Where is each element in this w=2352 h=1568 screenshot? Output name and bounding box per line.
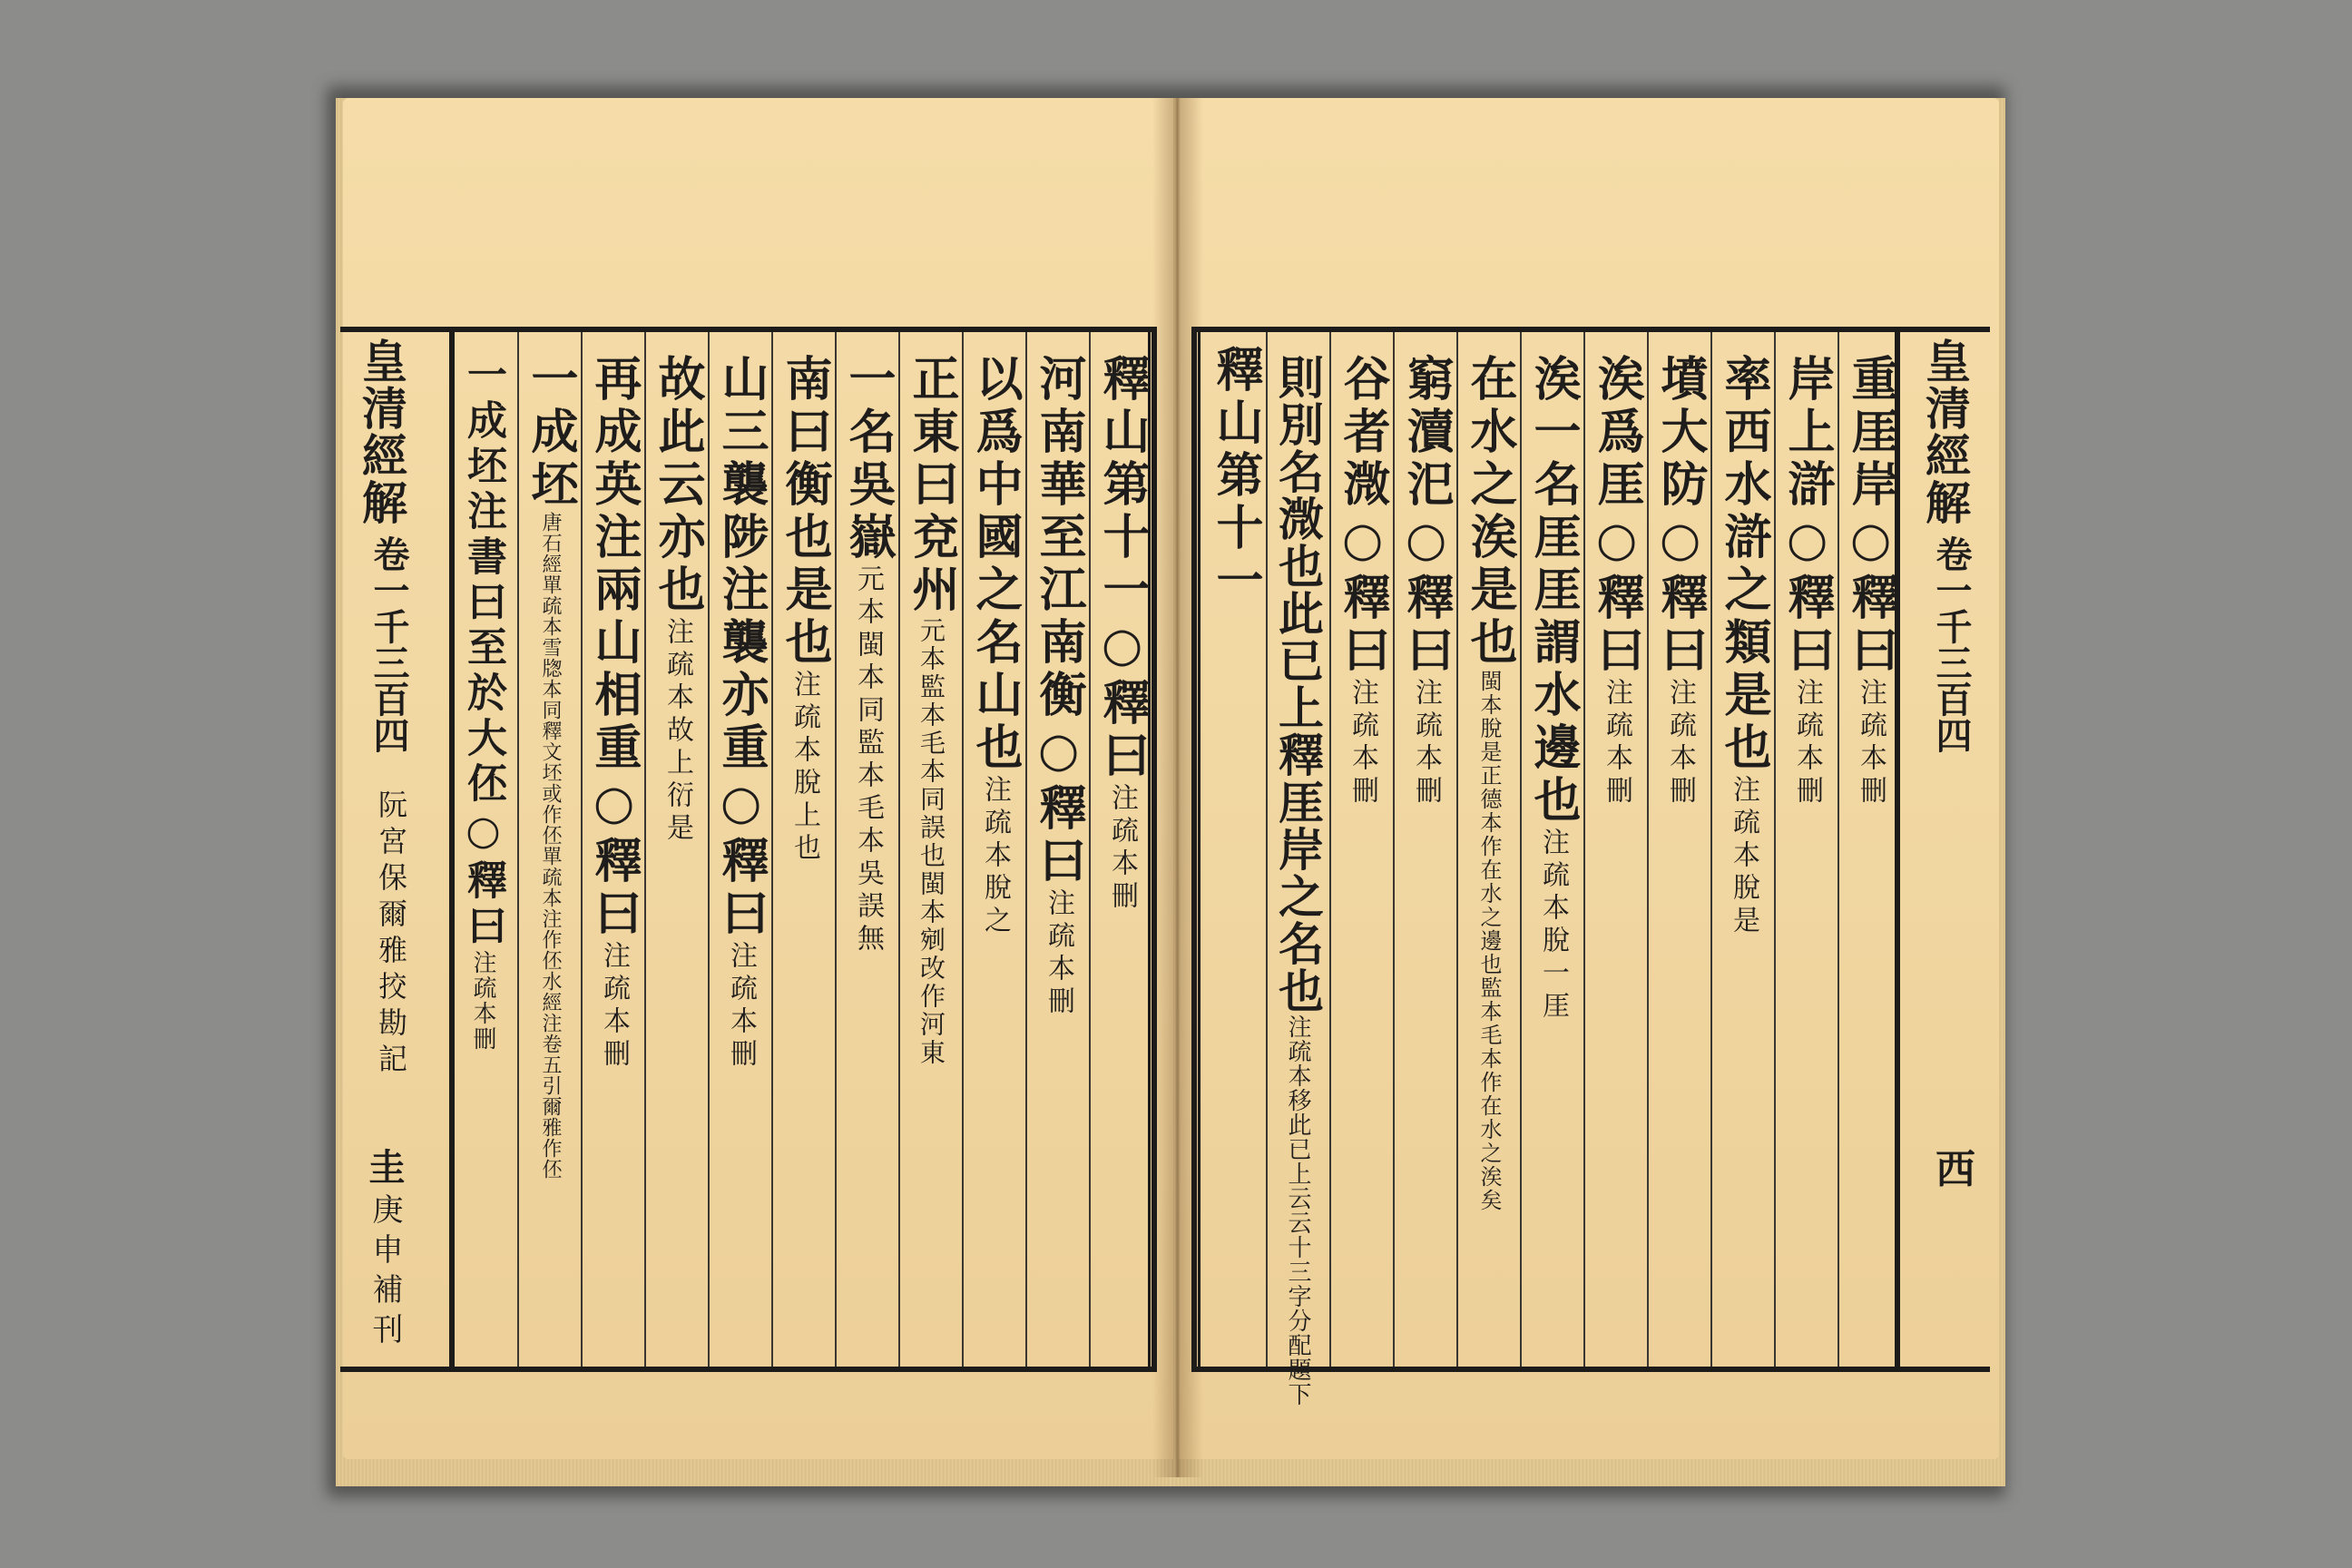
- right-margin-folio: 西: [1928, 1148, 1975, 1188]
- right-col-9: 谷者溦○釋曰注疏本刪: [1335, 354, 1390, 808]
- left-col-7: 山三襲陟注襲亦重○釋曰注疏本刪: [713, 354, 769, 1072]
- right-col-6: 涘一名厓厓謂水邊也注疏本脫一厓: [1525, 354, 1581, 1024]
- right-col-2: 岸上滸○釋曰注疏本刪: [1779, 354, 1835, 808]
- left-col-8: 故此云亦也注疏本故上衍是: [650, 354, 705, 846]
- column-rule: [898, 332, 900, 1367]
- left-margin-author: 阮宮保爾雅挍勘記: [374, 789, 408, 1080]
- column-rule: [1393, 332, 1395, 1367]
- left-col-9: 再成英注兩山相重○釋曰注疏本刪: [586, 354, 642, 1072]
- column-rule: [1710, 332, 1712, 1367]
- column-rule: [1647, 332, 1649, 1367]
- right-margin-volume: 卷一千三百四: [1930, 535, 1973, 753]
- left-margin-title: 皇清經解: [355, 338, 408, 526]
- right-col-4: 墳大防○釋曰注疏本刪: [1652, 354, 1708, 808]
- left-col-2: 河南華至江南衡○釋曰注疏本刪: [1031, 354, 1086, 1019]
- column-rule: [644, 332, 646, 1367]
- column-rule: [517, 332, 519, 1367]
- column-rule: [835, 332, 837, 1367]
- column-rule: [1583, 332, 1585, 1367]
- right-col-5: 涘爲厓○釋曰注疏本刪: [1589, 354, 1644, 808]
- column-rule: [1838, 332, 1839, 1367]
- right-col-1: 重厓岸○釋曰注疏本刪: [1843, 354, 1898, 808]
- right-col-7: 在水之涘是也閩本脫是正德本作在水之邊也監本毛本作在水之涘矣: [1462, 354, 1517, 1212]
- right-col-3: 率西水滸之類是也注疏本脫是: [1716, 354, 1771, 938]
- left-col-4: 正東曰兗州元本監本毛本同誤也閩本剜改作河東: [904, 354, 959, 1067]
- left-col-10: 一成坯唐石經單疏本雪牎本同釋文坯或作伾單疏本注作伾水經注卷五引爾雅作伾: [523, 354, 578, 1180]
- column-rule: [1025, 332, 1027, 1367]
- left-col-5: 一名吳嶽元本閩本同監本毛本吳誤無: [840, 354, 896, 956]
- left-margin-folio: 圭: [363, 1148, 406, 1184]
- left-margin-edition: 庚申補刊: [367, 1193, 403, 1353]
- left-col-1: 釋山第十一○釋曰注疏本刪: [1094, 354, 1150, 914]
- column-rule: [708, 332, 710, 1367]
- left-col-11: 一成坯注書曰至於大伾○釋曰注疏本刪: [460, 354, 506, 1052]
- column-rule: [1774, 332, 1776, 1367]
- column-rule: [581, 332, 583, 1367]
- column-rule: [1266, 332, 1268, 1367]
- column-rule: [771, 332, 773, 1367]
- left-col-6: 南曰衡也是也注疏本脫上也: [777, 354, 832, 866]
- column-rule: [1329, 332, 1331, 1367]
- column-rule: [1520, 332, 1522, 1367]
- right-margin-title: 皇清經解: [1918, 338, 1972, 526]
- right-col-8: 窮瀆汜○釋曰注疏本刪: [1398, 354, 1454, 808]
- left-margin-volume: 卷一千三百四: [368, 535, 410, 753]
- right-inner-rule: [1198, 332, 1200, 1367]
- left-margin-rule: [449, 327, 455, 1372]
- right-col-11: 釋山第十一: [1208, 345, 1263, 608]
- column-rule: [1089, 332, 1091, 1367]
- column-rule: [1456, 332, 1458, 1367]
- column-rule: [962, 332, 964, 1367]
- left-col-3: 以爲中國之名山也注疏本脫之: [967, 354, 1023, 938]
- right-col-10: 則別名溦也此已上釋厓岸之名也注疏本移此已上云云十三字分配題下: [1271, 354, 1325, 1406]
